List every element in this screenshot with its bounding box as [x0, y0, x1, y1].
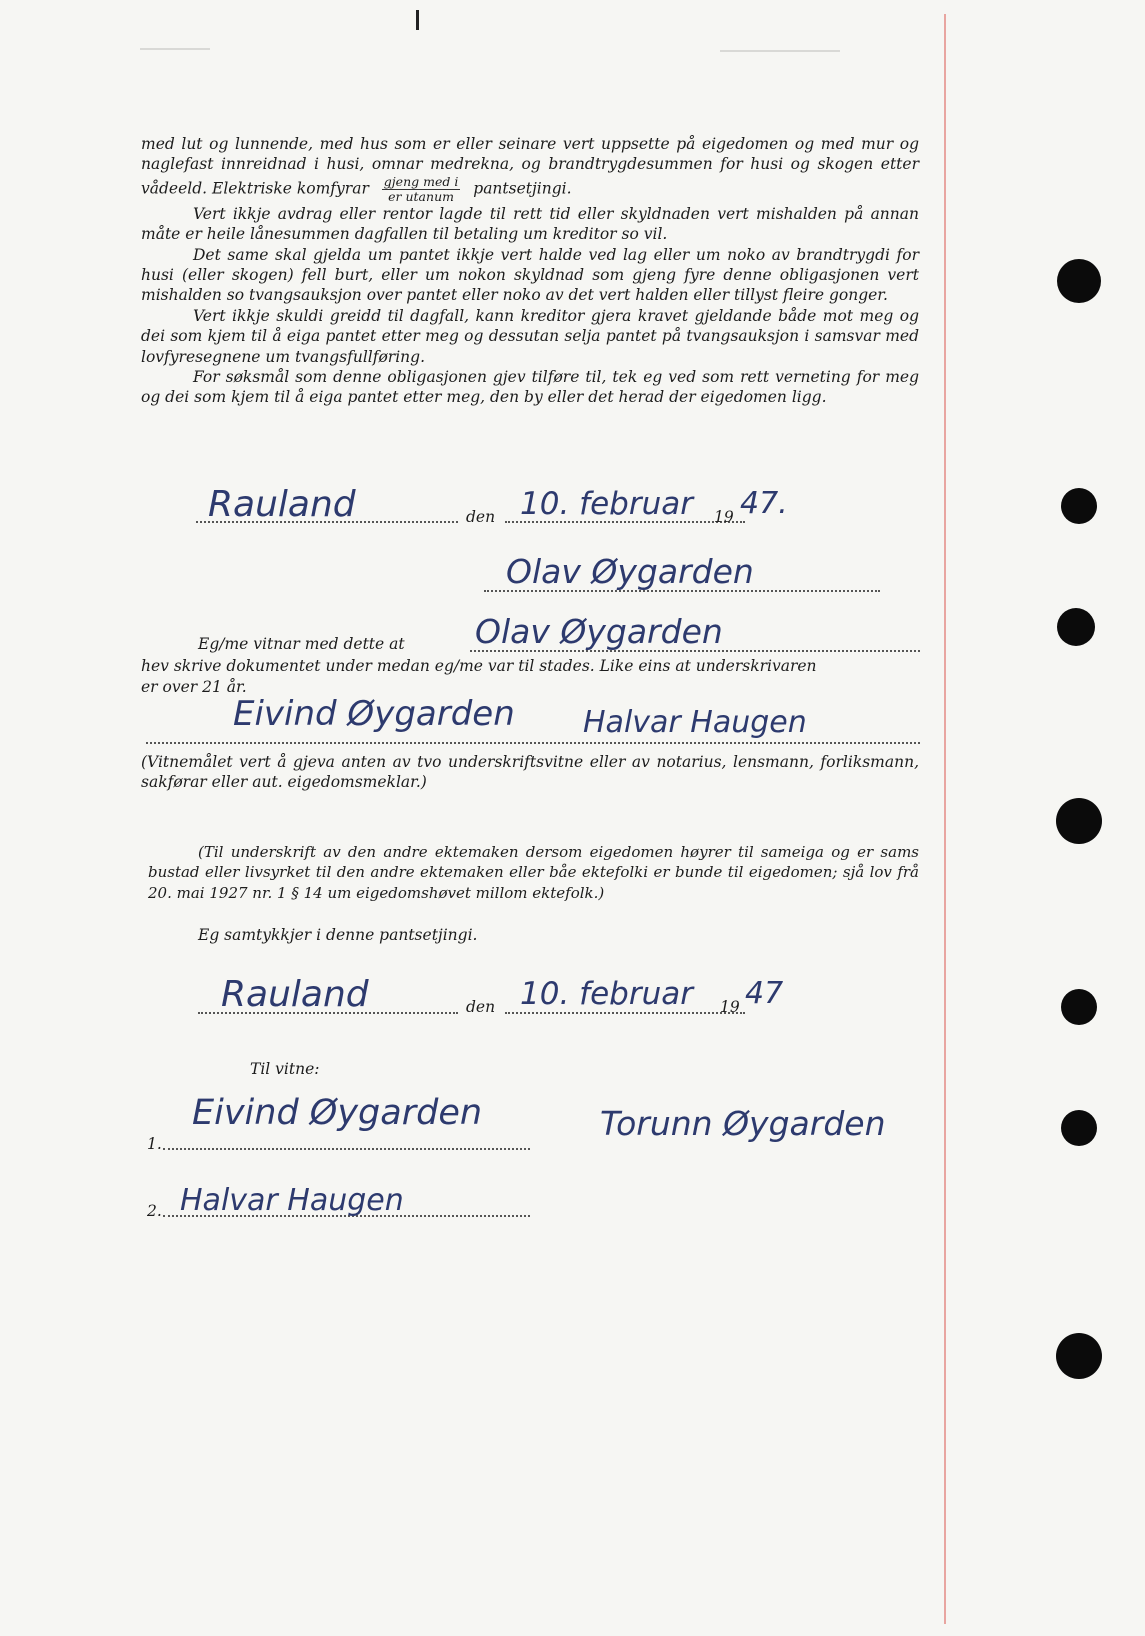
consent-text: Eg samtykkjer i denne pantsetjingi.	[198, 926, 478, 944]
paragraph-4: Vert ikkje skuldi greidd til dagfall, kann kreditor gjera kravet gjeldande både mot meg og dei som kjem til å eiga pantet etter meg og dessutan selja pantet på tvangsauksjon i samsvar med lovfyresegnene um tvangsfullføring.	[141, 306, 919, 366]
fraction-bottom: er utanum	[388, 188, 454, 204]
spouse-note: (Til underskrift av den andre ektemaken dersom eigedomen høyrer til sameiga og er sams bustad eller livsyrket til den andre ektemaken eller båe ektefolki er bunde til eigedomen; sjå lov frå 20. mai 1927 nr. 1 § 14 um eigedomshøvet millom ektefolk.)	[148, 843, 919, 902]
date-handwritten: 10. februar	[520, 486, 693, 522]
witness-signature-dotted-line	[146, 742, 920, 744]
place-handwritten: Rauland	[208, 484, 356, 525]
faint-header-rule	[140, 48, 210, 50]
den-label: den	[466, 508, 496, 526]
fraction-top: gjeng med i	[383, 173, 459, 189]
witness-lead: Eg/me vitnar med dette at	[198, 635, 405, 653]
paragraph-3: Det same skal gjelda um pantet ikkje vert halde ved lag eller um noko av brandtrygdi for husi (eller skogen) fell burt, eller um nokon skyldnad som gjeng fyre denne obligasjonen vert mishalden so tvangsauksjon over pantet eller noko av det vert halden eller tillyst fleire gonger.	[141, 245, 919, 305]
punch-hole	[1061, 488, 1097, 524]
punch-hole	[1056, 1333, 1102, 1379]
faint-header-rule	[720, 50, 840, 52]
spouse-signature: Torunn Øygarden	[600, 1104, 886, 1143]
til-vitne-label: Til vitne:	[250, 1060, 320, 1078]
witness-1-signature: Eivind Øygarden	[233, 694, 515, 734]
witness-2-signature: Halvar Haugen	[583, 705, 807, 740]
consent-year-handwritten: 47	[745, 976, 784, 1011]
consent-year-prefix: 19	[720, 998, 740, 1016]
witness-line-3: er over 21 år.	[141, 678, 247, 696]
consent-date-handwritten: 10. februar	[520, 976, 693, 1012]
paragraph-1-text: med lut og lunnende, med hus som er eller seinare vert uppsette på eigedomen og med mur og naglefast innreidnad i husi, omnar medrekna, og brandtrygdesummen for husi og skogen etter vådeeld. Elektriske komfyrar	[141, 135, 919, 198]
consent-witness-2-signature: Halvar Haugen	[180, 1183, 404, 1218]
witness-number-1: 1.	[147, 1135, 162, 1153]
year-handwritten: 47.	[740, 486, 788, 521]
punch-hole	[1056, 798, 1102, 844]
paragraph-1	[141, 134, 919, 204]
punch-hole	[1057, 259, 1101, 303]
punch-hole	[1061, 1110, 1097, 1146]
margin-line	[944, 14, 946, 1624]
consent-place-handwritten: Rauland	[221, 974, 369, 1015]
debtor-signature: Olav Øygarden	[506, 552, 754, 591]
consent-witness-1-dotted-line	[163, 1148, 530, 1150]
punch-hole	[1057, 608, 1095, 646]
paragraph-1-end: pantsetjingi.	[473, 179, 572, 198]
witness-number-2: 2.	[147, 1202, 162, 1220]
consent-date-dotted-line	[505, 1012, 745, 1014]
year-prefix: 19	[714, 508, 734, 526]
paragraph-5: For søksmål som denne obligasjonen gjev tilføre til, tek eg ved som rett verneting for meg og dei som kjem til å eiga pantet etter meg, den by eller det herad der eigedomen ligg.	[141, 368, 919, 407]
paragraph-2: Vert ikkje avdrag eller rentor lagde til rett tid eller skyldnaden vert mishalden på annan måte er heile lånesummen dagfallen til betaling um kreditor so vil.	[141, 204, 919, 244]
fraction-choice	[382, 175, 461, 204]
scan-mark	[416, 10, 419, 30]
body-text	[141, 134, 919, 408]
signer-name-handwritten: Olav Øygarden	[475, 612, 723, 651]
consent-witness-1-signature: Eivind Øygarden	[192, 1093, 483, 1133]
witness-note: (Vitnemålet vert å gjeva anten av tvo underskriftsvitne eller av notarius, lensmann, forliksmann, sakførar eller aut. eigedomsmeklar.)	[141, 753, 919, 792]
consent-den-label: den	[466, 998, 496, 1016]
witness-line-2: hev skrive dokumentet under medan eg/me var til stades. Like eins at underskrivaren	[141, 657, 817, 675]
punch-hole	[1061, 989, 1097, 1025]
